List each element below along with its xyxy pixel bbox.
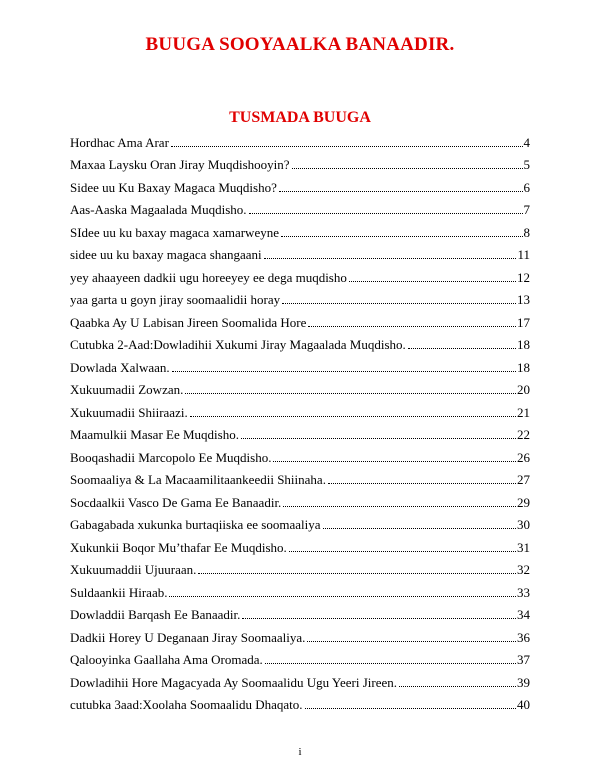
- page-number: i: [298, 746, 302, 758]
- toc-entry-title: Hordhac Ama Arar: [70, 134, 169, 150]
- toc-entry[interactable]: [70, 263, 530, 286]
- toc-entry[interactable]: [70, 668, 530, 691]
- toc-entry[interactable]: [70, 601, 530, 624]
- dot-leader: [282, 303, 516, 304]
- toc-entry[interactable]: [70, 128, 530, 151]
- toc-entry-page: 22: [517, 427, 530, 442]
- dot-leader: [323, 528, 516, 529]
- toc-entry[interactable]: [70, 398, 530, 421]
- book-title: BUUGA SOOYAALKA BANAADIR.: [145, 34, 455, 55]
- dot-leader: [408, 348, 516, 349]
- toc-entry-page: 31: [517, 539, 530, 555]
- toc-entry-title: Dadkii Horey U Deganaan Jiray Soomaaliya.: [70, 629, 306, 645]
- dot-leader: [190, 416, 516, 417]
- toc-entry-title: SIdee uu ku baxay magaca xamarweyne: [70, 224, 279, 240]
- toc-entry[interactable]: [70, 241, 530, 264]
- dot-leader: [249, 213, 523, 214]
- dot-leader: [264, 258, 517, 259]
- toc-entry-page: 8: [523, 224, 530, 240]
- toc-entry-title: Qalooyinka Gaallaha Ama Oromada.: [70, 652, 263, 667]
- toc-entry-title: Dowladihii Hore Magacyada Ay Soomaalidu Ugu Yeeri Jireen.: [70, 674, 397, 690]
- toc-heading: TUSMADA BUUGA: [229, 109, 371, 126]
- dot-leader: [399, 686, 516, 687]
- toc-entry-title: Gabagabada xukunka burtaqiiska ee soomaaliya: [70, 517, 321, 532]
- toc-entry[interactable]: [70, 443, 530, 466]
- dot-leader: [273, 461, 516, 462]
- toc-entry-title: cutubka 3aad:Xoolaha Soomaalidu Dhaqato.: [70, 697, 303, 712]
- dot-leader: [242, 618, 516, 619]
- dot-leader: [169, 596, 516, 597]
- toc-entry-page: 20: [517, 382, 530, 397]
- dot-leader: [289, 551, 516, 552]
- toc-entry-page: 33: [517, 584, 530, 600]
- toc-entry-title: Qaabka Ay U Labisan Jireen Soomalida Hore: [70, 314, 307, 330]
- toc-entry-page: 30: [517, 517, 530, 532]
- dot-leader: [265, 663, 516, 664]
- toc-entry-page: 39: [517, 674, 530, 690]
- toc-entry-page: 7: [523, 202, 530, 217]
- toc-entry-title: yaa garta u goyn jiray soomaalidii horay: [70, 292, 281, 307]
- toc-entry-page: 4: [523, 134, 530, 150]
- dot-leader: [349, 281, 516, 282]
- toc-entry-page: 18: [517, 359, 530, 375]
- toc-entry[interactable]: [70, 376, 530, 399]
- dot-leader: [198, 573, 516, 574]
- toc-entry-title: Booqashadii Marcopolo Ee Muqdisho.: [70, 449, 272, 465]
- toc-entry-title: Sidee uu Ku Baxay Magaca Muqdisho?: [70, 179, 277, 195]
- toc-entry[interactable]: [70, 466, 530, 489]
- toc-entry[interactable]: [70, 173, 530, 196]
- toc-entry[interactable]: [70, 151, 530, 174]
- toc-entry-title: Xukuumadii Shiiraazi.: [70, 404, 188, 420]
- toc-entry[interactable]: [70, 533, 530, 556]
- toc-entry-title: yey ahaayeen dadkii ugu horeeyey ee dega muqdisho: [70, 269, 347, 285]
- dot-leader: [171, 146, 523, 147]
- toc-entry[interactable]: [70, 421, 530, 444]
- toc-entry-page: 32: [517, 562, 530, 577]
- toc-entry[interactable]: [70, 691, 530, 714]
- toc-entry-page: 6: [523, 179, 530, 195]
- table-of-contents: [70, 128, 530, 713]
- dot-leader: [281, 236, 523, 237]
- toc-entry-title: Suldaankii Hiraab.: [70, 584, 168, 600]
- dot-leader: [172, 371, 516, 372]
- toc-entry-page: 37: [517, 652, 530, 667]
- toc-entry-page: 34: [517, 607, 530, 622]
- toc-entry-page: 12: [517, 269, 530, 285]
- toc-entry[interactable]: [70, 623, 530, 646]
- toc-entry-page: 11: [517, 247, 530, 262]
- toc-entry-page: 21: [517, 404, 530, 420]
- toc-entry-page: 36: [517, 629, 530, 645]
- toc-entry[interactable]: [70, 556, 530, 579]
- toc-entry[interactable]: [70, 353, 530, 376]
- toc-entry-page: 26: [517, 449, 530, 465]
- dot-leader: [305, 708, 517, 709]
- toc-entry-title: Xukunkii Boqor Mu’thafar Ee Muqdisho.: [70, 539, 287, 555]
- toc-entry-page: 13: [517, 292, 530, 307]
- toc-entry[interactable]: [70, 218, 530, 241]
- toc-entry-title: Maamulkii Masar Ee Muqdisho.: [70, 427, 239, 442]
- toc-entry-title: Cutubka 2-Aad:Dowladihii Xukumi Jiray Magaalada Muqdisho.: [70, 337, 406, 352]
- toc-entry-title: Dowlada Xalwaan.: [70, 359, 170, 375]
- toc-entry-title: sidee uu ku baxay magaca shangaani: [70, 247, 262, 262]
- dot-leader: [279, 191, 523, 192]
- toc-entry[interactable]: [70, 196, 530, 219]
- dot-leader: [241, 438, 516, 439]
- dot-leader: [328, 483, 516, 484]
- toc-entry-title: Xukuumaddii Ujuuraan.: [70, 562, 197, 577]
- dot-leader: [308, 326, 516, 327]
- toc-entry-title: Soomaaliya & La Macaamilitaankeedii Shiinaha.: [70, 472, 326, 487]
- toc-entry-page: 40: [517, 697, 530, 712]
- dot-leader: [307, 641, 516, 642]
- toc-entry[interactable]: [70, 511, 530, 534]
- toc-entry[interactable]: [70, 308, 530, 331]
- toc-entry[interactable]: [70, 578, 530, 601]
- toc-entry-title: Aas-Aaska Magaalada Muqdisho.: [70, 202, 247, 217]
- toc-entry-title: Socdaalkii Vasco De Gama Ee Banaadir.: [70, 494, 282, 510]
- toc-entry-title: Xukuumadii Zowzan.: [70, 382, 184, 397]
- toc-entry-page: 5: [523, 157, 530, 172]
- dot-leader: [292, 168, 523, 169]
- toc-entry-page: 17: [517, 314, 530, 330]
- toc-entry-page: 27: [517, 472, 530, 487]
- toc-entry-title: Maxaa Laysku Oran Jiray Muqdishooyin?: [70, 157, 290, 172]
- toc-entry-page: 18: [517, 337, 530, 352]
- dot-leader: [283, 506, 516, 507]
- toc-entry[interactable]: [70, 488, 530, 511]
- toc-entry[interactable]: [70, 646, 530, 669]
- dot-leader: [185, 393, 516, 394]
- toc-entry-title: Dowladdii Barqash Ee Banaadir.: [70, 607, 241, 622]
- toc-entry[interactable]: [70, 286, 530, 309]
- toc-entry[interactable]: [70, 331, 530, 354]
- toc-entry-page: 29: [517, 494, 530, 510]
